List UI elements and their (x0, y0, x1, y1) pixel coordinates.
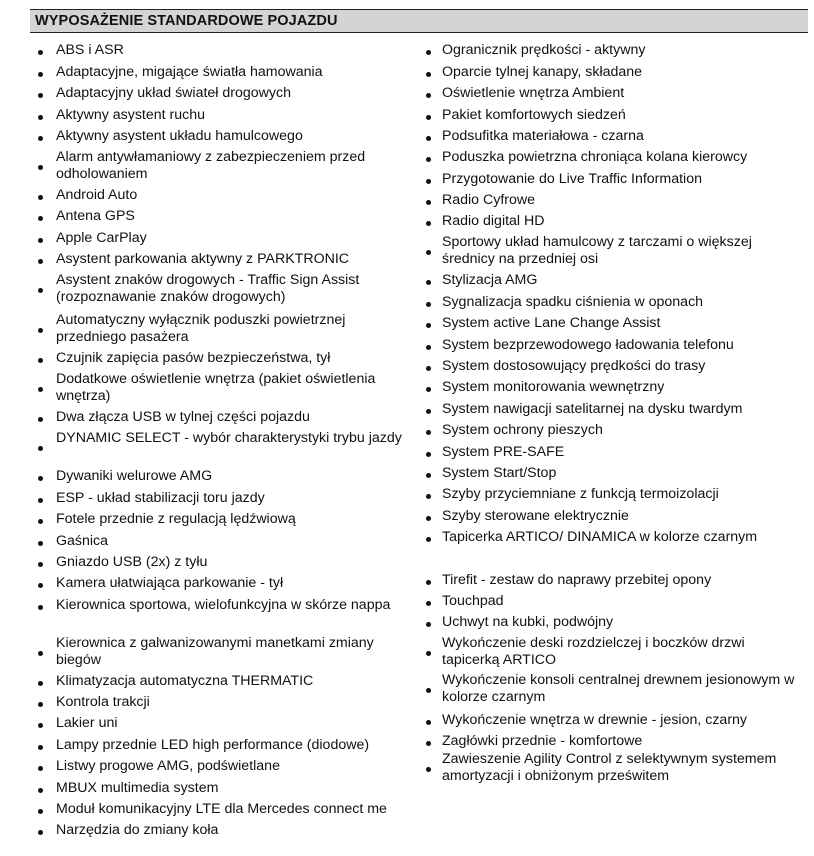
list-item-text: Apple CarPlay (56, 230, 147, 246)
list-item-text: Szyby sterowane elektrycznie (442, 508, 629, 524)
list-item-text: Tirefit - zestaw do naprawy przebitej opony (442, 572, 712, 588)
bullet-icon (38, 809, 43, 814)
list-item (56, 673, 406, 690)
bullet-icon (426, 179, 431, 184)
list-item (56, 187, 406, 204)
bullet-icon (38, 562, 43, 567)
bullet-icon (38, 165, 43, 170)
list-item (56, 533, 406, 550)
bullet-icon (426, 200, 431, 205)
list-item-text: Wykończenie deski rozdzielczej i boczków drzwi tapicerką ARTICO (442, 635, 745, 668)
list-item (442, 315, 802, 332)
bullet-icon (38, 446, 43, 451)
list-item-text: ABS i ASR (56, 42, 124, 58)
list-item (442, 572, 802, 589)
list-item-text: Radio Cyfrowe (442, 192, 536, 208)
list-item-text: Lakier uni (56, 715, 118, 731)
list-item (56, 371, 406, 405)
list-item (56, 64, 406, 81)
bullet-icon (38, 72, 43, 77)
list-item (56, 597, 406, 614)
list-item (56, 128, 406, 145)
list-item (442, 128, 802, 145)
list-item (56, 758, 406, 775)
bullet-icon (38, 93, 43, 98)
list-item (56, 149, 406, 183)
bullet-icon (426, 622, 431, 627)
bullet-icon (38, 476, 43, 481)
list-item-text: Kamera ułatwiająca parkowanie - tył (56, 575, 284, 591)
list-item (442, 465, 802, 482)
list-item (442, 672, 802, 706)
list-item (442, 751, 802, 785)
bullet-icon (426, 345, 431, 350)
list-item (56, 822, 406, 839)
bullet-icon (426, 280, 431, 285)
list-item (442, 486, 802, 503)
list-item-text: Gaśnica (56, 533, 109, 549)
list-item-text: Zagłówki przednie - komfortowe (442, 733, 643, 749)
list-item (56, 468, 406, 485)
list-item-text: Dywaniki welurowe AMG (56, 468, 213, 484)
list-item (442, 444, 802, 461)
bullet-icon (38, 238, 43, 243)
bullet-icon (426, 250, 431, 255)
bullet-icon (426, 767, 431, 772)
list-item (56, 801, 406, 818)
list-item (442, 712, 802, 729)
bullet-icon (426, 323, 431, 328)
section-title: WYPOSAŻENIE STANDARDOWE POJAZDU (35, 13, 338, 29)
bullet-icon (426, 688, 431, 693)
list-item (56, 272, 406, 306)
list-item-text: Sygnalizacja spadku ciśnienia w oponach (442, 294, 704, 310)
list-item (442, 635, 802, 669)
bullet-icon (426, 516, 431, 521)
list-item (56, 511, 406, 528)
bullet-icon (38, 519, 43, 524)
list-item-text: System dostosowujący prędkości do trasy (442, 358, 706, 374)
list-item (56, 107, 406, 124)
bullet-icon (38, 195, 43, 200)
list-item-text: Dodatkowe oświetlenie wnętrza (pakiet oświetlenia wnętrza) (56, 371, 376, 404)
list-item (442, 85, 802, 102)
list-item (442, 593, 802, 610)
bullet-icon (38, 136, 43, 141)
list-item-text: Pakiet komfortowych siedzeń (442, 107, 626, 123)
list-item (442, 149, 802, 166)
bullet-icon (426, 409, 431, 414)
bullet-icon (38, 788, 43, 793)
list-item (56, 780, 406, 797)
list-item-text: System Start/Stop (442, 465, 557, 481)
list-item (56, 409, 406, 426)
list-item-text: Adaptacyjne, migające światła hamowania (56, 64, 323, 80)
bullet-icon (38, 723, 43, 728)
bullet-icon (38, 288, 43, 293)
list-item-text: System active Lane Change Assist (442, 315, 661, 331)
bullet-icon (426, 601, 431, 606)
bullet-icon (38, 259, 43, 264)
list-item (442, 294, 802, 311)
list-item (56, 85, 406, 102)
list-item (442, 529, 802, 546)
list-item-text: Asystent parkowania aktywny z PARKTRONIC (56, 251, 350, 267)
list-item (442, 733, 802, 750)
list-item (442, 42, 802, 59)
list-item-text: Klimatyzacja automatyczna THERMATIC (56, 673, 314, 689)
list-item (442, 614, 802, 631)
bullet-icon (38, 681, 43, 686)
list-item-text: Czujnik zapięcia pasów bezpieczeństwa, tył (56, 350, 331, 366)
bullet-icon (426, 651, 431, 656)
list-item-text: Aktywny asystent ruchu (56, 107, 206, 123)
bullet-icon (38, 702, 43, 707)
list-item (442, 337, 802, 354)
list-item-text: Dwa złącza USB w tylnej części pojazdu (56, 409, 310, 425)
list-item (56, 737, 406, 754)
list-item-text: Android Auto (56, 187, 138, 203)
list-item-text: Aktywny asystent układu hamulcowego (56, 128, 303, 144)
list-item-text: Uchwyt na kubki, podwójny (442, 614, 614, 630)
list-item (56, 554, 406, 571)
bullet-icon (426, 72, 431, 77)
list-item-text: Listwy progowe AMG, podświetlane (56, 758, 280, 774)
list-item-text: System nawigacji satelitarnej na dysku twardym (442, 401, 743, 417)
bullet-icon (426, 473, 431, 478)
list-item (56, 635, 406, 669)
list-item (442, 64, 802, 81)
list-item-text: System PRE-SAFE (442, 444, 565, 460)
list-item (56, 208, 406, 225)
bullet-icon (38, 387, 43, 392)
list-item-text: Touchpad (442, 593, 504, 609)
list-item-text: Kierownica sportowa, wielofunkcyjna w skórze nappa (56, 597, 391, 613)
list-item (56, 230, 406, 247)
list-item (56, 350, 406, 367)
bullet-icon (426, 494, 431, 499)
list-item-text: DYNAMIC SELECT - wybór charakterystyki trybu jazdy (56, 430, 402, 446)
list-item-text: Kontrola trakcji (56, 694, 150, 710)
bullet-icon (38, 498, 43, 503)
list-item-text: Automatyczny wyłącznik poduszki powietrznej przedniego pasażera (56, 312, 346, 345)
bullet-icon (426, 720, 431, 725)
bullet-icon (38, 541, 43, 546)
list-item-text: Podsufitka materiałowa - czarna (442, 128, 644, 144)
bullet-icon (38, 216, 43, 221)
list-item-text: Tapicerka ARTICO/ DINAMICA w kolorze czarnym (442, 529, 758, 545)
list-item-text: Sportowy układ hamulcowy z tarczami o większej średnicy na przedniej osi (442, 234, 752, 267)
list-item-text: Asystent znaków drogowych - Traffic Sign Assist (rozpoznawanie znaków drogowych) (56, 272, 360, 305)
bullet-icon (38, 358, 43, 363)
list-item (442, 213, 802, 230)
bullet-icon (426, 366, 431, 371)
list-item (56, 430, 406, 447)
list-item-text: System ochrony pieszych (442, 422, 603, 438)
section-header (30, 9, 808, 33)
list-item-text: Szyby przyciemniane z funkcją termoizolacji (442, 486, 719, 502)
list-item (56, 490, 406, 507)
list-item (56, 575, 406, 592)
bullet-icon (426, 741, 431, 746)
list-item-text: Zawieszenie Agility Control z selektywnym systemem amortyzacji i obniżonym prześwitem (442, 751, 777, 784)
list-item-text: System bezprzewodowego ładowania telefonu (442, 337, 734, 353)
list-item-text: Narzędzia do zmiany koła (56, 822, 219, 838)
list-item-text: Ogranicznik prędkości - aktywny (442, 42, 646, 58)
list-item (442, 171, 802, 188)
bullet-icon (38, 605, 43, 610)
bullet-icon (38, 830, 43, 835)
bullet-icon (426, 537, 431, 542)
bullet-icon (426, 387, 431, 392)
list-item (56, 251, 406, 268)
list-item (442, 272, 802, 289)
list-item (442, 379, 802, 396)
list-item (442, 401, 802, 418)
bullet-icon (426, 50, 431, 55)
bullet-icon (38, 583, 43, 588)
bullet-icon (426, 115, 431, 120)
bullet-icon (38, 417, 43, 422)
list-item-text: Poduszka powietrzna chroniąca kolana kierowcy (442, 149, 748, 165)
list-item (442, 107, 802, 124)
list-item (56, 694, 406, 711)
list-item-text: Oświetlenie wnętrza Ambient (442, 85, 625, 101)
bullet-icon (38, 115, 43, 120)
bullet-icon (426, 157, 431, 162)
list-item-text: Przygotowanie do Live Traffic Information (442, 171, 702, 187)
list-item-text: Moduł komunikacyjny LTE dla Mercedes connect me (56, 801, 387, 817)
bullet-icon (426, 430, 431, 435)
bullet-icon (426, 93, 431, 98)
list-item (56, 715, 406, 732)
bullet-icon (426, 302, 431, 307)
bullet-icon (38, 745, 43, 750)
list-item-text: Oparcie tylnej kanapy, składane (442, 64, 643, 80)
list-item-text: Stylizacja AMG (442, 272, 538, 288)
list-item (442, 508, 802, 525)
list-item (56, 312, 406, 346)
list-item-text: System monitorowania wewnętrzny (442, 379, 665, 395)
list-item (56, 42, 406, 59)
list-item-text: Radio digital HD (442, 213, 545, 229)
list-item (442, 234, 802, 268)
bullet-icon (38, 766, 43, 771)
list-item-text: Fotele przednie z regulacją lędźwiową (56, 511, 296, 527)
list-item (442, 422, 802, 439)
list-item-text: Alarm antywłamaniowy z zabezpieczeniem przed odholowaniem (56, 149, 366, 182)
list-item-text: Lampy przednie LED high performance (diodowe) (56, 737, 370, 753)
list-item (442, 192, 802, 209)
list-item-text: Antena GPS (56, 208, 135, 224)
list-item-text: MBUX multimedia system (56, 780, 219, 796)
bullet-icon (38, 328, 43, 333)
list-item-text: ESP - układ stabilizacji toru jazdy (56, 490, 265, 506)
list-item (442, 358, 802, 375)
list-item-text: Gniazdo USB (2x) z tyłu (56, 554, 208, 570)
bullet-icon (38, 651, 43, 656)
list-item-text: Wykończenie wnętrza w drewnie - jesion, czarny (442, 712, 748, 728)
bullet-icon (426, 136, 431, 141)
list-item-text: Adaptacyjny układ świateł drogowych (56, 85, 292, 101)
bullet-icon (426, 452, 431, 457)
bullet-icon (426, 580, 431, 585)
list-item-text: Kierownica z galwanizowanymi manetkami zmiany biegów (56, 635, 374, 668)
list-item-text: Wykończenie konsoli centralnej drewnem jesionowym w kolorze czarnym (442, 672, 795, 705)
bullet-icon (426, 221, 431, 226)
bullet-icon (38, 50, 43, 55)
